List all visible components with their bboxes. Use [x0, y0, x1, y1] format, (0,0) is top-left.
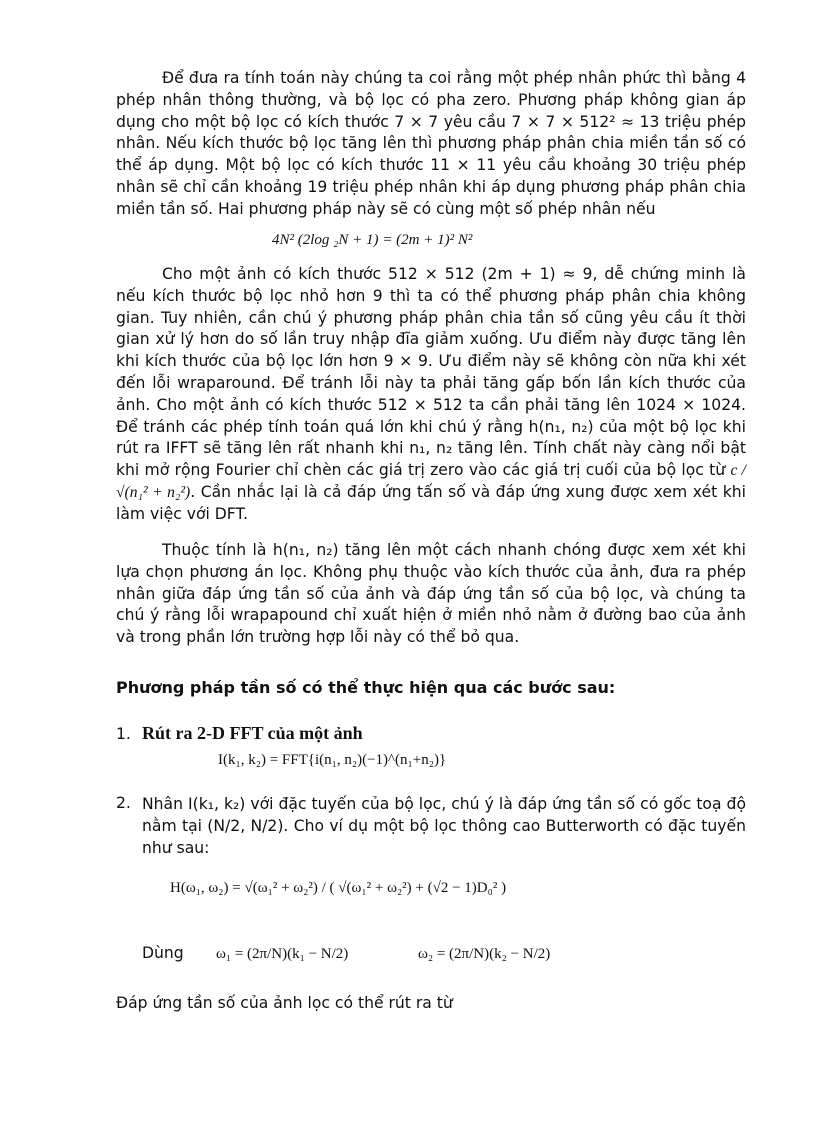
step-2-number: 2.: [116, 794, 131, 812]
closing-line: Đáp ứng tần số của ảnh lọc có thể rút ra từ: [116, 994, 453, 1012]
step-2-text: Nhân I(k₁, k₂) với đặc tuyến của bộ lọc, chú ý là đáp ứng tần số có gốc toạ độ nằm tại (N/2, N/2). Cho ví dụ một bộ lọc thông cao Butterworth có đặc tuyến như sau:: [142, 795, 746, 857]
paragraph-3: Thuộc tính là h(n₁, n₂) tăng lên một cách nhanh chóng được xem xét khi lựa chọn phương án lọc. Không phụ thuộc vào kích thước của ảnh, đưa ra phép nhân giữa đáp ứng tần số của ảnh và đáp ứng tần số của bộ lọc, và chúng ta chú ý rằng lỗi wrapapound chỉ xuất hiện ở miền nhỏ nằm ở đường bao của ảnh và trong phần lớn trường hợp lỗi này có thể bỏ qua.: [116, 541, 746, 647]
dung-label: Dùng: [142, 944, 184, 962]
equation-omega-1: ω₁ = (2π/N)(k₁ − N/2): [216, 946, 349, 962]
dung-line: [142, 944, 184, 962]
equation-omega-2: ω₂ = (2π/N)(k₂ − N/2): [418, 946, 551, 962]
paragraph-2: [116, 264, 746, 526]
paragraph-2-text: Cho một ảnh có kích thước 512 × 512 (2m + 1) ≈ 9, dễ chứng minh là nếu kích thước bộ lọc nhỏ hơn 9 thì ta có thể phương pháp phân chia không gian. Tuy nhiên, cần chú ý phương pháp phân chia tần số cũng yêu cầu ít thời gian xử lý hơn do số lần truy nhập đĩa giảm xuống. Ưu điểm này được tăng lên khi kích thước của bộ lọc lớn hơn 9 × 9. Ưu điểm này sẽ không còn nữa khi xét đến lỗi wraparound. Để tránh lỗi này ta phải tăng gấp bốn lần kích thước của ảnh. Cho một ảnh có kích thước 512 × 512 ta cần phải tăng lên 1024 × 1024. Để tránh các phép tính toán quá lớn khi chú ý rằng h(n₁, n₂) của một bộ lọc khi rút ra IFFT sẽ tăng lên rất nhanh khi n₁, n₂ tăng lên. Tính chất này càng nổi bật khi mở rộng Fourier chỉ chèn các giá trị zero vào các giá trị cuối của bộ lọc từ: [116, 265, 746, 480]
paragraph-2-tail: . Cần nhắc lại là cả đáp ứng tấn số và đáp ứng xung được xem xét khi làm việc với DFT.: [116, 482, 746, 523]
paragraph-1: Để đưa ra tính toán này chúng ta coi rằng một phép nhân phức thì bằng 4 phép nhân thông thường, và bộ lọc có pha zero. Phương pháp không gian áp dụng cho một bộ lọc có kích thước 7 × 7 yêu cầu 7 × 7 × 512² ≈ 13 triệu phép nhân. Nếu kích thước bộ lọc tăng lên thì phương pháp phân chia miền tần số có thể áp dụng. Một bộ lọc có kích thước 11 × 11 yêu cầu khoảng 30 triệu phép nhân sẽ chỉ cần khoảng 19 triệu phép nhân khi áp dụng phương pháp phân chia miền tần số. Hai phương pháp này sẽ có cùng một số phép nhân nếu: [116, 69, 746, 218]
step-1-title: Rút ra 2-D FFT của một ảnh: [142, 723, 363, 743]
step-1-number: 1.: [116, 725, 131, 743]
equation-butterworth: H(ω₁, ω₂) = √(ω₁² + ω₂²) / ( √(ω₁² + ω₂²) + (√2 − 1)D₀² ): [170, 880, 507, 896]
section-heading: Phương pháp tần số có thể thực hiện qua các bước sau:: [116, 678, 616, 697]
expr-c-over-sqrt: c / √(n₁² + n₂²): [116, 462, 746, 501]
equation-fft: I(k₁, k₂) = FFT{i(n₁, n₂)(−1)^(n₁+n₂)}: [218, 752, 447, 768]
equation-multiplication-count: 4N² (2log ₂N + 1) = (2m + 1)² N²: [272, 232, 473, 248]
